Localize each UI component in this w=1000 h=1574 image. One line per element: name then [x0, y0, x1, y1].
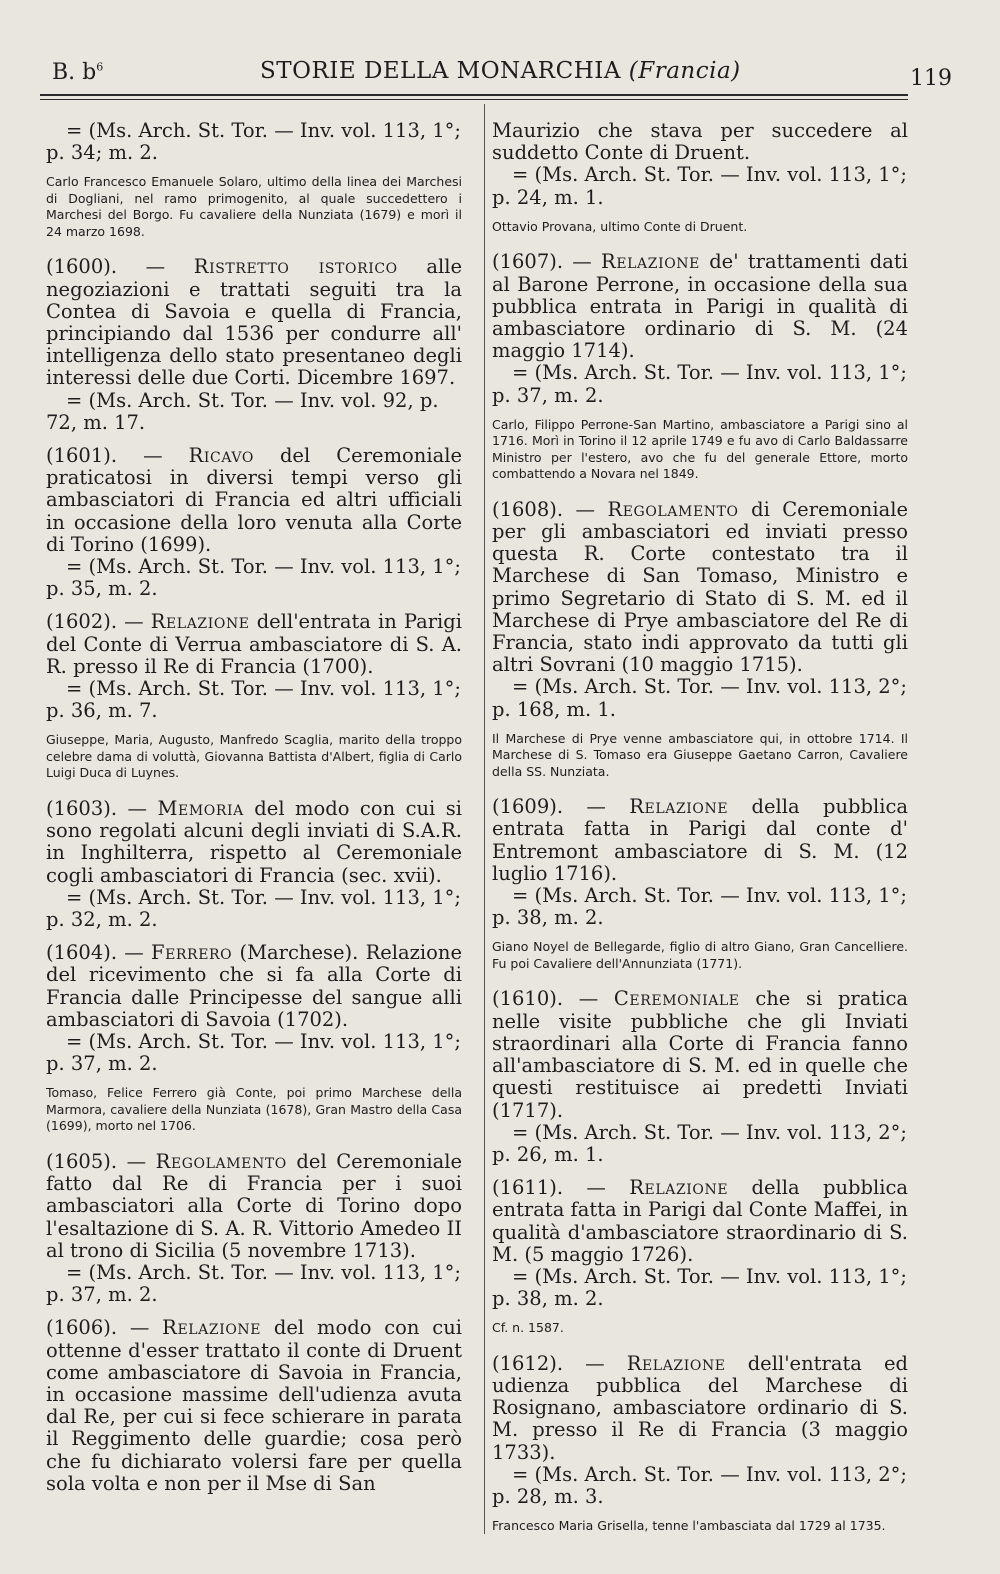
entry-description: dell'entrata ed udienza pubblica del Marchese di Rosignano, ambasciatore ordinario di S. M. presso il Re di Francia (3 maggio 1733).	[492, 1351, 908, 1464]
entry-description: del Ceremoniale fatto dal Re di Francia per i suoi ambasciatori alla Corte di Torino dopo l'esaltazione di S. A. R. Vittorio Amedeo II al trono di Sicilia (5 novembre 1713).	[46, 1149, 462, 1262]
catalog-entry	[46, 445, 462, 600]
catalog-entry	[46, 1317, 462, 1495]
entry-description: che si pratica nelle visite pubbliche che gli Inviati straordinari alla Corte di Francia fanno all'ambasciatore di S. M. ed in quelle che questi restituisce ai predetti Inviati (1717).	[492, 987, 908, 1122]
entry-text: (1609). — Relazione della pubblica entrata fatta in Parigi dal conte d' Entremont ambasciatore di S. M. (12 luglio 1716).	[492, 795, 908, 885]
entry-number: (1605).	[46, 1149, 118, 1173]
footnote: Cf. n. 1587.	[492, 1320, 564, 1336]
entry-text: (1600). — Ristretto istorico alle negoziazioni e trattati seguiti tra la Contea di Savoia e quella di Francia, principiando dal 1536 per condurre all' intelligenza dello stato presentaneo degli interessi delle due Corti. Dicembre 1697.	[46, 255, 462, 390]
archive-reference: = (Ms. Arch. St. Tor. — Inv. vol. 113, 1°; p. 37, m. 2.	[46, 1260, 461, 1307]
footnote: Carlo Francesco Emanuele Solaro, ultimo della linea dei Marchesi di Dogliani, nel ramo primogenito, al quale succedettero i Marchesi del Borgo. Fu cavaliere della Nunziata (1679) e morì il 24 marzo 1698.	[46, 174, 462, 239]
column-divider	[484, 104, 485, 1534]
footnote: Francesco Maria Grisella, tenne l'ambasciata dal 1729 al 1735.	[492, 1518, 886, 1534]
entry-number: (1609).	[492, 795, 564, 819]
catalog-entry	[492, 1177, 908, 1337]
entry-keyword: Regolamento	[607, 497, 739, 521]
entry-description: de' trattamenti dati al Barone Perrone, in occasione della sua pubblica entrata in Parigi in qualità di ambasciatore ordinario di S. M. (24 maggio 1714).	[492, 250, 908, 363]
entry-text: (1610). — Ceremoniale che si pratica nelle visite pubbliche che gli Inviati straordinari alla Corte di Francia fanno all'ambasciatore di S. M. ed in quelle che questi restituisce ai predetti Inviati (1717).	[492, 987, 908, 1122]
right-column	[492, 120, 908, 1551]
running-title: STORIE DELLA MONARCHIA (Francia)	[260, 58, 741, 84]
entry-text: (1605). — Regolamento del Ceremoniale fatto dal Re di Francia per i suoi ambasciatori alla Corte di Torino dopo l'esaltazione di S. A. R. Vittorio Amedeo II al trono di Sicilia (5 novembre 1713).	[46, 1149, 462, 1262]
footnote: Giuseppe, Maria, Augusto, Manfredo Scaglia, marito della troppo celebre dama di voluttà, Giovanna Battista d'Albert, figlia di Carlo Luigi Duca di Luynes.	[46, 732, 462, 781]
entry-description: della pubblica entrata fatta in Parigi dal conte d' Entremont ambasciatore di S. M. (12 luglio 1716).	[492, 795, 908, 885]
entry-keyword: Memoria	[157, 796, 244, 820]
entry-number: (1604).	[46, 941, 118, 965]
header-rule	[40, 94, 908, 96]
running-header	[40, 58, 960, 98]
entry-keyword: Relazione	[629, 795, 729, 819]
archive-reference: = (Ms. Arch. St. Tor. — Inv. vol. 113, 1°; p. 35, m. 2.	[46, 555, 461, 601]
entry-text: (1603). — Memoria del modo con cui si sono regolati alcuni degli inviati di S.A.R. in Inghilterra, rispetto al Ceremoniale cogli ambasciatori di Francia (sec. xvii).	[46, 796, 462, 887]
entry-text: (1607). — Relazione de' trattamenti dati al Barone Perrone, in occasione della sua pubblica entrata in Parigi in qualità di ambasciatore ordinario di S. M. (24 maggio 1714).	[492, 250, 908, 363]
catalog-entry	[46, 120, 462, 240]
archive-reference: = (Ms. Arch. St. Tor. — Inv. vol. 113, 1°; p. 37, m. 2.	[492, 361, 907, 407]
entry-keyword: Ceremoniale	[613, 987, 740, 1011]
catalog-entry	[492, 120, 908, 235]
entry-description: dell'entrata in Parigi del Conte di Verrua ambasciatore di S. A. R. presso il Re di Francia (1700).	[46, 610, 462, 678]
catalog-entry	[492, 1353, 908, 1535]
archive-reference: = (Ms. Arch. St. Tor. — Inv. vol. 113, 2°; p. 26, m. 1.	[492, 1120, 907, 1166]
entry-text	[492, 120, 908, 164]
entry-number: (1607).	[492, 250, 564, 274]
entry-keyword: Relazione	[150, 610, 250, 634]
entry-keyword: Ricavo	[188, 444, 254, 468]
catalog-entry	[492, 796, 908, 972]
archive-reference: = (Ms. Arch. St. Tor. — Inv. vol. 113, 1°; p. 34; m. 2.	[46, 119, 461, 165]
entry-number: (1610).	[492, 987, 564, 1011]
archive-reference: = (Ms. Arch. St. Tor. — Inv. vol. 113, 2°; p. 28, m. 3.	[492, 1462, 907, 1509]
entry-text: (1604). — Ferrero (Marchese). Relazione del ricevimento che si fa alla Corte di Francia dalle Principesse del sangue alli ambasciatori di Savoia (1702).	[46, 941, 463, 1031]
footnote: Ottavio Provana, ultimo Conte di Druent.	[492, 218, 748, 234]
catalog-entry	[492, 499, 908, 781]
entry-text: (1612). — Relazione dell'entrata ed udienza pubblica del Marchese di Rosignano, ambasciatore ordinario di S. M. presso il Re di Francia (3 maggio 1733).	[492, 1351, 908, 1464]
archive-reference: = (Ms. Arch. St. Tor. — Inv. vol. 113, 1°; p. 32, m. 2.	[46, 885, 461, 931]
entry-description: della pubblica entrata fatta in Parigi dal Conte Maffei, in qualità d'ambasciatore straordinario di S. M. (5 maggio 1726).	[492, 1176, 908, 1266]
entry-keyword: Ferrero	[150, 941, 233, 965]
archive-reference: = (Ms. Arch. St. Tor. — Inv. vol. 113, 2°; p. 168, m. 1.	[492, 675, 907, 721]
entry-number: (1606).	[46, 1316, 118, 1340]
archive-reference: = (Ms. Arch. St. Tor. — Inv. vol. 113, 1°; p. 36, m. 7.	[46, 677, 461, 723]
entry-description: Maurizio che stava per succedere al suddetto Conte di Druent.	[492, 119, 908, 165]
entry-description: di Ceremoniale per gli ambasciatori ed inviati presso questa R. Corte contestato tra il Marchese di San Tomaso, Ministro e primo Segretario di Stato di S. M. ed il Marchese di Prye ambasciatore del Re di Francia, stato indi approvato da tutti gli altri Sovrani (10 maggio 1715).	[492, 497, 909, 677]
entry-number: (1611).	[492, 1176, 564, 1200]
archive-reference: = (Ms. Arch. St. Tor. — Inv. vol. 92, p. 72, m. 17.	[46, 388, 439, 434]
entry-number: (1602).	[46, 610, 118, 634]
entry-description: del Ceremoniale praticatosi in diversi tempi verso gli ambasciatori di Francia ed altri ufficiali in occasione della loro venuta alla Corte di Torino (1699).	[46, 444, 462, 556]
entry-keyword: Relazione	[626, 1351, 726, 1375]
catalog-entry	[46, 942, 462, 1135]
entry-text: (1602). — Relazione dell'entrata in Parigi del Conte di Verrua ambasciatore di S. A. R. presso il Re di Francia (1700).	[46, 610, 462, 678]
archive-reference: = (Ms. Arch. St. Tor. — Inv. vol. 113, 1°; p. 37, m. 2.	[46, 1030, 461, 1076]
footnote: Giano Noyel de Bellegarde, figlio di altro Giano, Gran Cancelliere. Fu poi Cavaliere dell'Annunziata (1771).	[492, 939, 908, 971]
entry-number: (1601).	[46, 444, 118, 468]
running-subtitle: (Francia)	[628, 58, 741, 84]
entry-text: (1601). — Ricavo del Ceremoniale praticatosi in diversi tempi verso gli ambasciatori di Francia ed altri ufficiali in occasione della loro venuta alla Corte di Torino (1699).	[46, 444, 462, 556]
catalog-entry	[492, 251, 908, 482]
entry-text: (1611). — Relazione della pubblica entrata fatta in Parigi dal Conte Maffei, in qualità d'ambasciatore straordinario di S. M. (5 maggio 1726).	[492, 1176, 908, 1266]
entry-keyword: Regolamento	[155, 1149, 287, 1173]
entry-text: (1608). — Regolamento di Ceremoniale per gli ambasciatori ed inviati presso questa R. Corte contestato tra il Marchese di San Tomaso, Ministro e primo Segretario di Stato di S. M. ed il Marchese di Prye ambasciatore del Re di Francia, stato indi approvato da tutti gli altri Sovrani (10 maggio 1715).	[492, 497, 909, 677]
archive-reference: = (Ms. Arch. St. Tor. — Inv. vol. 113, 1°; p. 24, m. 1.	[492, 163, 907, 209]
footnote: Tomaso, Felice Ferrero già Conte, poi primo Marchese della Marmora, cavaliere della Nunziata (1678), Gran Mastro della Casa (1699), morto nel 1706.	[46, 1085, 462, 1134]
entry-number: (1600).	[46, 255, 118, 279]
catalog-entry	[492, 988, 908, 1166]
left-column	[46, 120, 462, 1506]
entry-number: (1612).	[492, 1351, 564, 1375]
catalog-entry	[46, 798, 462, 931]
entry-description: del modo con cui ottenne d'esser trattato il conte di Druent come ambasciatore di Savoia in Francia, in occasione massime dell'udienza avuta dal Re, per cui si fece schierare in parata il Reggimento delle guardie; cosa però che fu dichiarato volersi fare per quella sola volta e non per il Mse di San	[46, 1316, 462, 1495]
footnote: Il Marchese di Prye venne ambasciatore qui, in ottobre 1714. Il Marchese di S. Tomaso era Giuseppe Gaetano Carron, Cavaliere della SS. Nunziata.	[492, 730, 908, 779]
header-rule-thin	[40, 99, 908, 100]
entry-text: (1606). — Relazione del modo con cui ottenne d'esser trattato il conte di Druent come ambasciatore di Savoia in Francia, in occasione massime dell'udienza avuta dal Re, per cui si fece schierare in parata il Reggimento delle guardie; cosa però che fu dichiarato volersi fare per quella sola volta e non per il Mse di San	[46, 1316, 462, 1495]
catalog-entry	[46, 1151, 462, 1306]
archive-reference: = (Ms. Arch. St. Tor. — Inv. vol. 113, 1°; p. 38, m. 2.	[492, 1264, 907, 1311]
entry-keyword: Relazione	[629, 1176, 729, 1200]
footnote: Carlo, Filippo Perrone-San Martino, ambasciatore a Parigi sino al 1716. Morì in Torino il 12 aprile 1749 e fu avo di Carlo Baldassarre Ministro per l'estero, avo che fu del generale Ettore, morto combattendo a Novara nel 1849.	[492, 416, 908, 482]
entry-keyword: Relazione	[601, 250, 700, 274]
page-number: 119	[910, 66, 952, 91]
entry-keyword: Relazione	[162, 1316, 262, 1340]
entry-description: (Marchese). Relazione del ricevimento che si fa alla Corte di Francia dalle Principesse del sangue alli ambasciatori di Savoia (1702).	[46, 941, 463, 1031]
archive-reference: = (Ms. Arch. St. Tor. — Inv. vol. 113, 1°; p. 38, m. 2.	[492, 884, 907, 930]
entry-number: (1608).	[492, 497, 564, 521]
entry-number: (1603).	[46, 796, 118, 820]
entry-keyword: Ristretto istorico	[193, 255, 398, 279]
signature-mark: B. $b^6$	[52, 60, 104, 85]
catalog-entry	[46, 256, 462, 434]
entry-description: alle negoziazioni e trattati seguiti tra la Contea di Savoia e quella di Francia, principiando dal 1536 per condurre all' intelligenza dello stato presentaneo degli interessi delle due Corti. Dicembre 1697.	[46, 255, 462, 390]
catalog-entry	[46, 611, 462, 782]
entry-description: del modo con cui si sono regolati alcuni degli inviati di S.A.R. in Inghilterra, rispetto al Ceremoniale cogli ambasciatori di Francia (sec. xvii).	[46, 796, 462, 887]
